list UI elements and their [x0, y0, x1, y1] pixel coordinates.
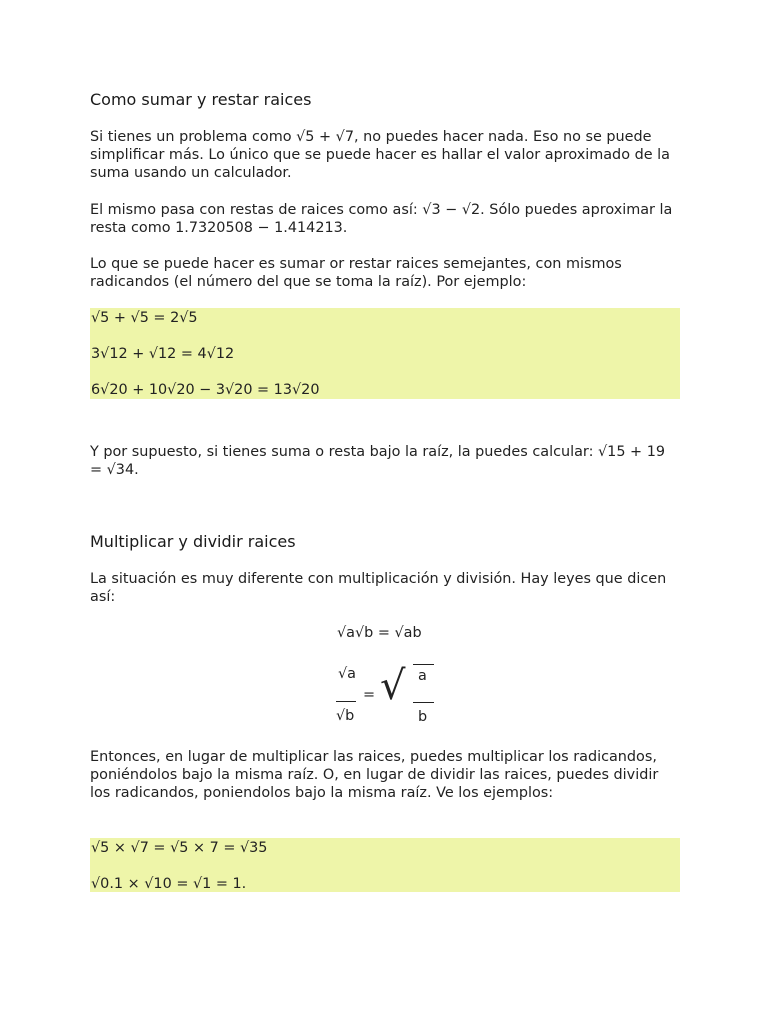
- paragraph-sum-intro: Si tienes un problema como √5 + √7, no puedes hacer nada. Eso no se puede simplificar más. Lo único que se puede hacer es hallar el valor aproximado de la suma usando un calculador.: [90, 129, 670, 181]
- section-heading-multiply-divide: Multiplicar y dividir raices: [90, 532, 296, 551]
- paragraph-laws-intro: La situación es muy diferente con multiplicación y división. Hay leyes que dicen así:: [90, 571, 667, 605]
- quotient-denominator-left: √b: [336, 708, 355, 724]
- radical-sign: √: [380, 663, 406, 709]
- section-heading-sum-subtract: Como sumar y restar raices: [90, 90, 312, 109]
- paragraph-multiply-explanation: Entonces, en lugar de multiplicar las raices, puedes multiplicar los radicandos, poniéndolos bajo la misma raíz. O, en lugar de dividir las raices, puedes dividir los radicandos, poniendolos bajo la misma raíz. Ve los ejemplos:: [90, 749, 659, 801]
- example-line: √5 × √7 = √5 × 7 = √35: [91, 840, 268, 856]
- example-box-multiply: [90, 838, 680, 892]
- example-box-sum: [90, 308, 680, 399]
- quotient-equals: =: [363, 687, 376, 703]
- fraction-bar-left: [336, 701, 356, 702]
- quotient-denominator-right: b: [418, 709, 428, 725]
- fraction-bar-right: [413, 702, 434, 703]
- paragraph-sum-under-root: Y por supuesto, si tienes suma o resta bajo la raíz, la puedes calcular: √15 + 19 = √34.: [90, 444, 665, 478]
- radical-vinculum: [413, 664, 434, 665]
- quotient-numerator-left: √a: [338, 666, 356, 682]
- quotient-numerator-right: a: [418, 668, 427, 684]
- example-line: 3√12 + √12 = 4√12: [91, 346, 235, 362]
- example-line: √0.1 × √10 = √1 = 1.: [91, 876, 247, 892]
- example-line: √5 + √5 = 2√5: [91, 310, 198, 326]
- paragraph-similar-roots: Lo que se puede hacer es sumar or restar raices semejantes, con mismos radicandos (el número del que se toma la raíz). Por ejemplo:: [90, 256, 622, 290]
- law-product-formula: √a√b = √ab: [337, 625, 422, 641]
- example-line: 6√20 + 10√20 − 3√20 = 13√20: [91, 382, 320, 398]
- paragraph-subtract: El mismo pasa con restas de raices como así: √3 − √2. Sólo puedes aproximar la resta como 1.7320508 − 1.414213.: [90, 202, 673, 236]
